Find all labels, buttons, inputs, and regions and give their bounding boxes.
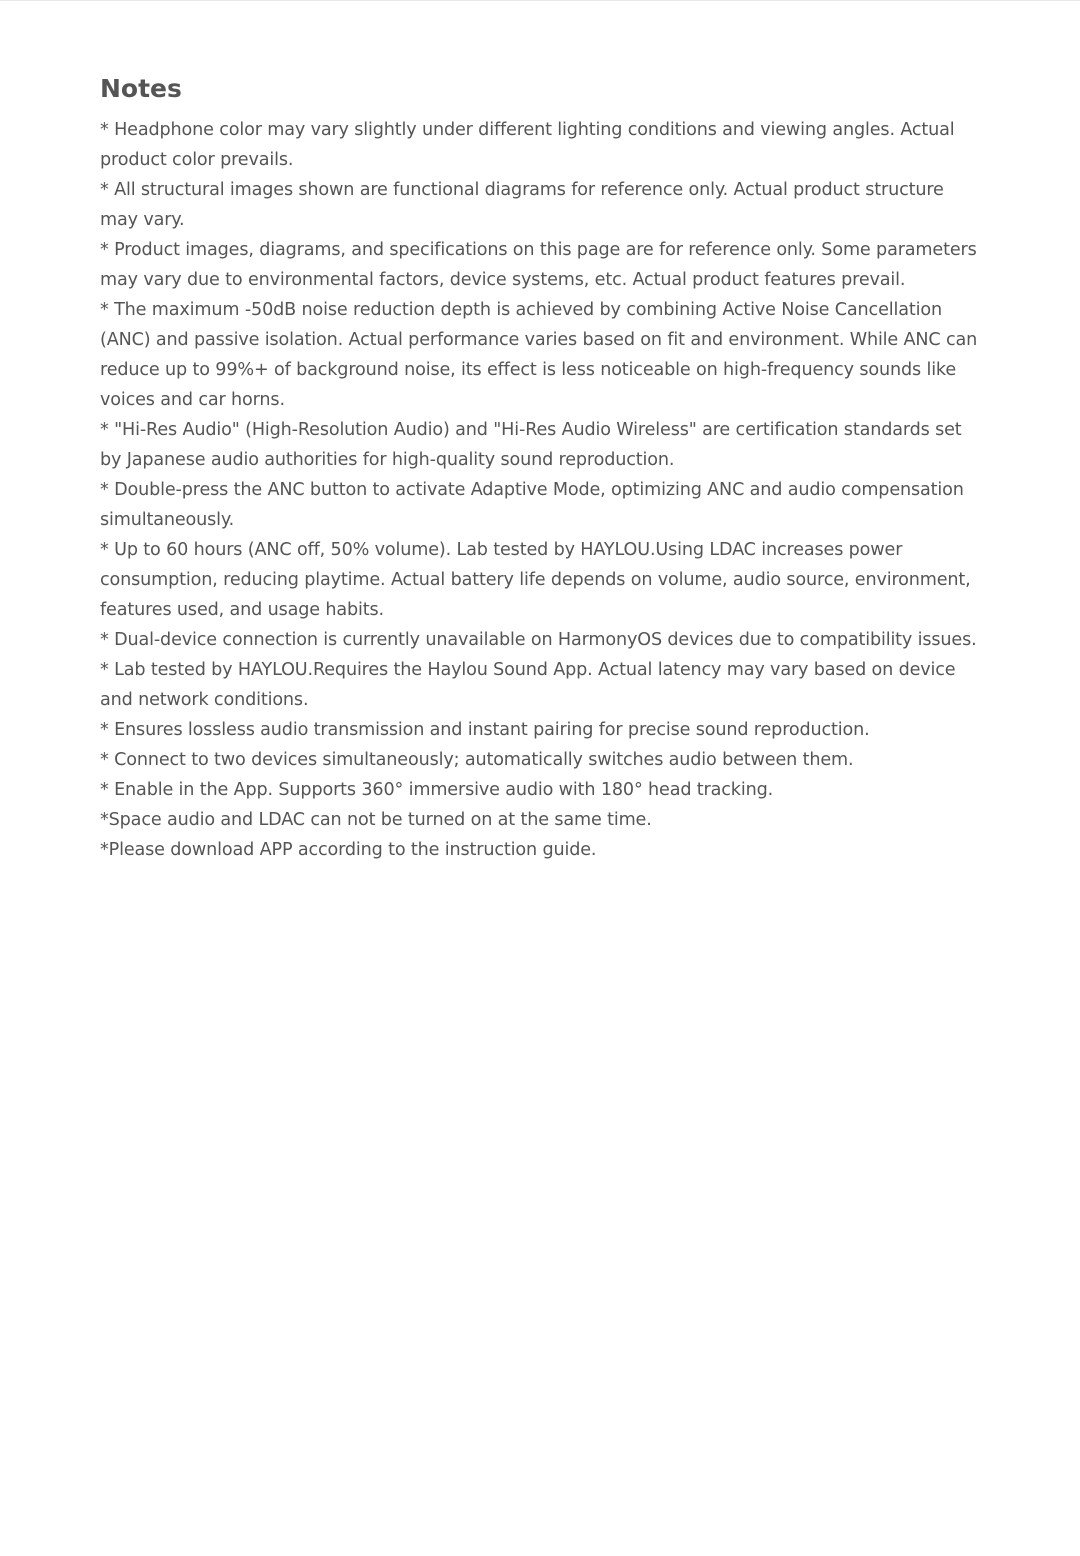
note-item: * Connect to two devices simultaneously; automatically switches audio between them. (100, 750, 854, 770)
note-item: * Headphone color may vary slightly under different lighting conditions and viewing angles. Actual product color prevails. (100, 120, 955, 170)
top-divider (0, 0, 1080, 1)
note-item: * The maximum -50dB noise reduction depth is achieved by combining Active Noise Cancellation (ANC) and passive isolation. Actual performance varies based on fit and environment. While ANC can reduce up to 99%+ of background noise, its effect is less noticeable on high-frequency sounds like voices and car horns. (100, 300, 978, 410)
note-item: * Dual-device connection is currently unavailable on HarmonyOS devices due to compatibility issues. (100, 630, 977, 650)
note-item: *Please download APP according to the instruction guide. (100, 840, 597, 860)
note-item: * Lab tested by HAYLOU.Requires the Haylou Sound App. Actual latency may vary based on device and network conditions. (100, 660, 956, 710)
note-item: * Ensures lossless audio transmission and instant pairing for precise sound reproduction. (100, 720, 870, 740)
note-item: * Up to 60 hours (ANC off, 50% volume). Lab tested by HAYLOU.Using LDAC increases power consumption, reducing playtime. Actual battery life depends on volume, audio source, environment, features used, and usage habits. (100, 540, 971, 620)
notes-title: Notes (100, 74, 182, 103)
note-item: *Space audio and LDAC can not be turned on at the same time. (100, 810, 652, 830)
note-item: * Double-press the ANC button to activate Adaptive Mode, optimizing ANC and audio compensation simultaneously. (100, 480, 964, 530)
notes-section (100, 72, 985, 865)
note-item: * Enable in the App. Supports 360° immersive audio with 180° head tracking. (100, 780, 774, 800)
notes-list (100, 115, 985, 865)
note-item: * Product images, diagrams, and specifications on this page are for reference only. Some parameters may vary due to environmental factors, device systems, etc. Actual product features prevail. (100, 240, 977, 290)
note-item: * All structural images shown are functional diagrams for reference only. Actual product structure may vary. (100, 180, 944, 230)
note-item: * "Hi-Res Audio" (High-Resolution Audio) and "Hi-Res Audio Wireless" are certification standards set by Japanese audio authorities for high-quality sound reproduction. (100, 420, 962, 470)
